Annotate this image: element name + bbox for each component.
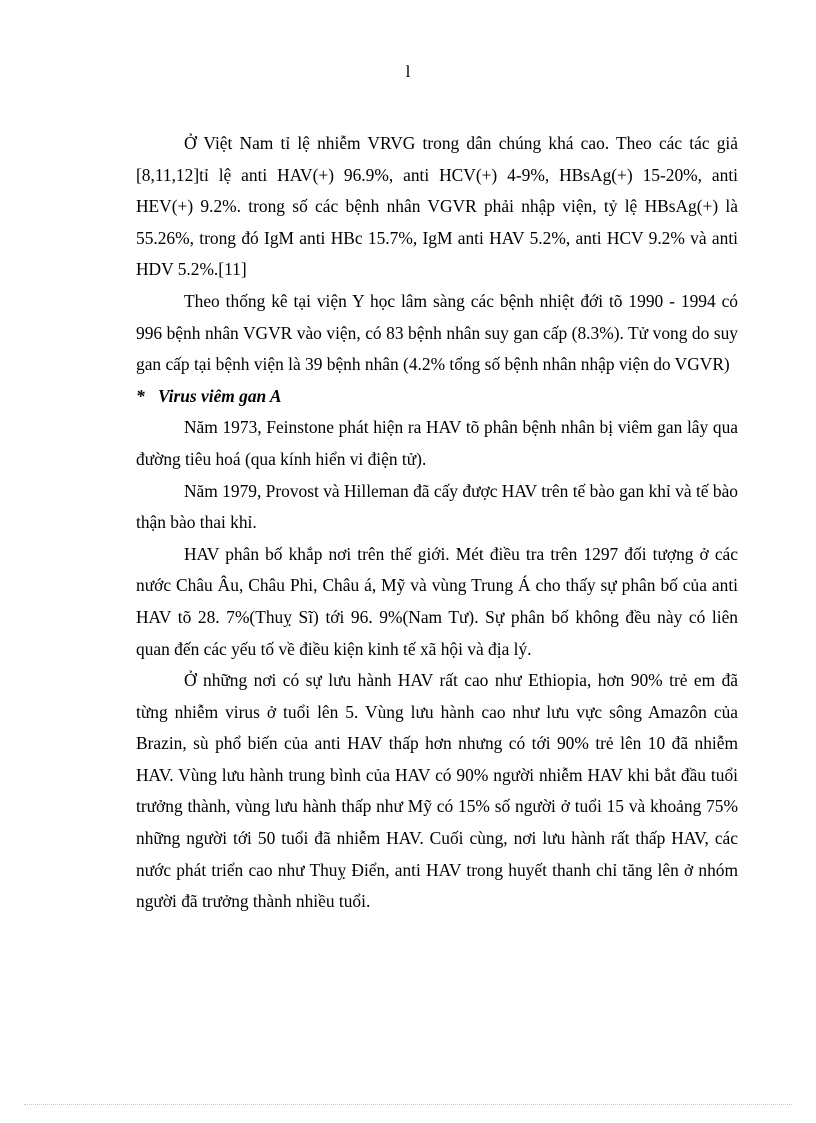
heading-bullet: *	[136, 385, 145, 406]
heading-text: Virus viêm gan A	[158, 385, 282, 406]
section-heading-hav	[136, 381, 738, 413]
paragraph-provost-1979: Năm 1979, Provost và Hilleman đã cấy được HAV trên tế bào gan khỉ và tế bào thận bào thai khỉ.	[136, 480, 738, 533]
paragraph-hospital-statistics: Theo thống kê tại viện Y học lâm sàng các bệnh nhiệt đới tõ 1990 - 1994 có 996 bệnh nhân VGVR vào viện, có 83 bệnh nhân suy gan cấp (8.3%). Tử vong do suy gan cấp tại bệnh viện là 39 bệnh nhân (4.2% tổng số bệnh nhân nhập viện do VGVR)	[136, 290, 738, 375]
paragraph-prevalence-vietnam: Ở Việt Nam tỉ lệ nhiễm VRVG trong dân chúng khá cao. Theo các tác giả [8,11,12]tỉ lệ anti HAV(+) 96.9%, anti HCV(+) 4-9%, HBsAg(+) 15-20%, anti HEV(+) 9.2%. trong số các bệnh nhân VGVR phải nhập viện, tỷ lệ HBsAg(+) là 55.26%, trong đó IgM anti HBc 15.7%, IgM anti HAV 5.2%, anti HCV 9.2% và anti HDV 5.2%.[11]	[136, 133, 738, 280]
document-body	[136, 128, 738, 918]
page-bottom-divider	[24, 1104, 792, 1105]
paragraph-global-distribution: HAV phân bố khắp nơi trên thế giới. Mét điều tra trên 1297 đối tượng ở các nước Châu Âu, Châu Phi, Châu á, Mỹ và vùng Trung Á cho thấy sự phân bố của anti HAV tõ 28. 7%(Thuỵ Sĩ) tới 96. 9%(Nam Tư). Sự phân bố không đều này có liên quan đến các yếu tố về điều kiện kinh tế xã hội và địa lý.	[136, 543, 738, 659]
page-number: l	[405, 62, 411, 81]
paragraph-feinstone-1973: Năm 1973, Feinstone phát hiện ra HAV tõ phân bệnh nhân bị viêm gan lây qua đường tiêu hoá (qua kính hiển vi điện tử).	[136, 417, 738, 469]
paragraph-endemicity-levels: Ở những nơi có sự lưu hành HAV rất cao như Ethiopia, hơn 90% trẻ em đã từng nhiễm virus ở tuổi lên 5. Vùng lưu hành cao như lưu vực sông Amazôn của Brazin, sù phổ biến của anti HAV thấp hơn nhưng có tới 90% trẻ lên 10 đã nhiễm HAV. Vùng lưu hành trung bình của HAV có 90% người nhiễm HAV khi bắt đầu tuổi trưởng thành, vùng lưu hành thấp như Mỹ có 15% số người ở tuổi 15 và khoảng 75% những người tới 50 tuổi đã nhiễm HAV. Cuối cùng, nơi lưu hành rất thấp HAV, các nước phát triển cao như Thuỵ Điển, anti HAV trong huyết thanh chỉ tăng lên ở nhóm người đã trưởng thành nhiều tuổi.	[136, 670, 738, 912]
